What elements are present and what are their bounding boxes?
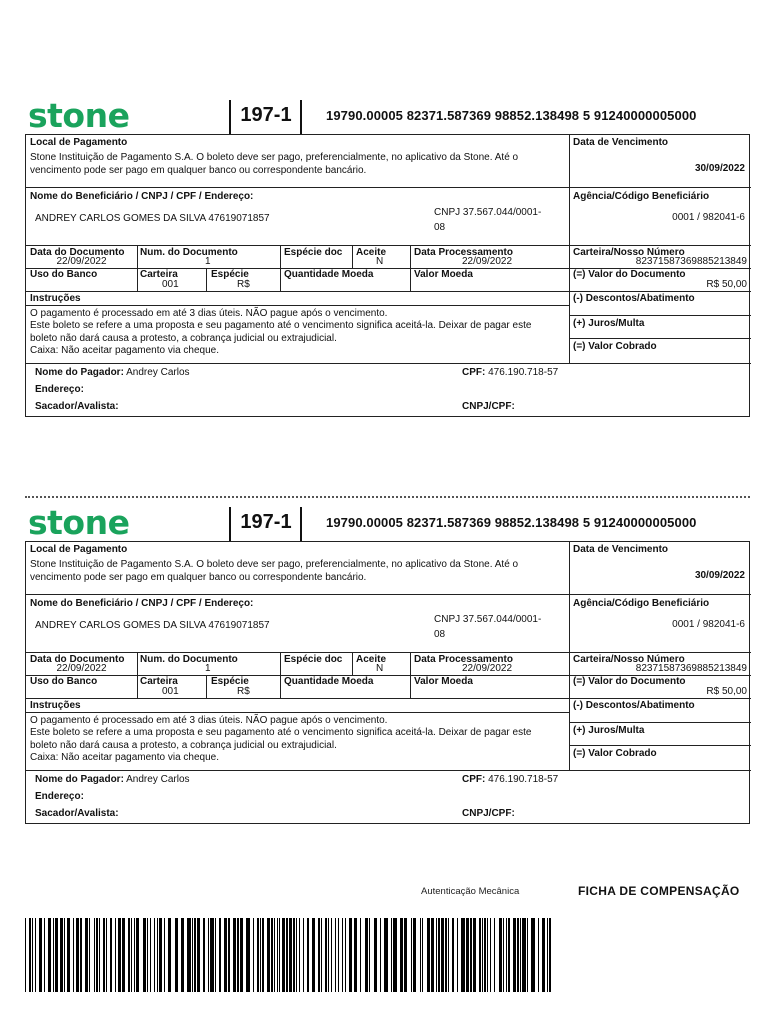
cnpj-line1: CNPJ 37.567.044/0001- bbox=[434, 207, 542, 218]
aceite-label: Aceite bbox=[356, 247, 387, 258]
instrucoes-line3: Caixa: Não aceitar pagamento via cheque. bbox=[30, 345, 220, 356]
cnpj-line2: 08 bbox=[434, 222, 446, 233]
boleto-box bbox=[25, 541, 750, 824]
carteira-label: Carteira bbox=[140, 269, 178, 280]
instrucoes-line1: O pagamento é processado em até 3 dias úteis. NÃO pague após o vencimento. bbox=[30, 715, 388, 726]
instrucoes-label: Instruções bbox=[30, 700, 81, 711]
valor-documento-value: R$ 50,00 bbox=[706, 279, 747, 290]
valor-documento-label: (=) Valor do Documento bbox=[573, 676, 686, 687]
carteira-nosso-value: 82371587369885213849 bbox=[635, 663, 747, 674]
valor-moeda-label: Valor Moeda bbox=[414, 269, 473, 280]
bank-code: 197-1 bbox=[240, 511, 292, 533]
especie-doc-label: Espécie doc bbox=[284, 654, 343, 665]
pagador-value: Andrey Carlos bbox=[126, 774, 190, 785]
endereco-label: Endereço: bbox=[35, 384, 84, 395]
cpf-row bbox=[462, 367, 558, 379]
local-pagamento-label: Local de Pagamento bbox=[30, 544, 128, 555]
cpf-label: CPF: bbox=[462, 367, 486, 378]
header-divider bbox=[300, 507, 302, 541]
vencimento-value: 30/09/2022 bbox=[694, 163, 745, 174]
data-documento-value: 22/09/2022 bbox=[56, 256, 107, 267]
descontos-label: (-) Descontos/Abatimento bbox=[573, 293, 695, 304]
vencimento-value: 30/09/2022 bbox=[694, 570, 745, 581]
digitable-line: 19790.00005 82371.587369 98852.138498 5 91240000005000 bbox=[326, 515, 697, 530]
data-processamento-label: Data Processamento bbox=[414, 247, 513, 258]
agencia-label: Agência/Código Beneficiário bbox=[573, 191, 710, 202]
carteira-nosso-label: Carteira/Nosso Número bbox=[573, 247, 685, 258]
instrucoes-line1: O pagamento é processado em até 3 dias úteis. NÃO pague após o vencimento. bbox=[30, 308, 388, 319]
pagador-label: Nome do Pagador: bbox=[35, 774, 124, 785]
cpf-value: 476.190.718-57 bbox=[488, 367, 559, 378]
juros-label: (+) Juros/Multa bbox=[573, 725, 645, 736]
sacador-label: Sacador/Avalista: bbox=[35, 808, 119, 819]
bank-code: 197-1 bbox=[240, 104, 292, 126]
num-documento-label: Num. do Documento bbox=[140, 654, 238, 665]
carteira-value: 001 bbox=[162, 279, 179, 290]
boleto-box bbox=[25, 134, 750, 417]
carteira-nosso-value: 82371587369885213849 bbox=[635, 256, 747, 267]
cnpj-line1: CNPJ 37.567.044/0001- bbox=[434, 614, 542, 625]
descontos-label: (-) Descontos/Abatimento bbox=[573, 700, 695, 711]
sacador-label: Sacador/Avalista: bbox=[35, 401, 119, 412]
autenticacao-mecanica: Autenticação Mecânica bbox=[421, 886, 520, 897]
cpf-value: 476.190.718-57 bbox=[488, 774, 559, 785]
header-divider bbox=[229, 507, 231, 541]
cnpj-cpf-label: CNPJ/CPF: bbox=[462, 808, 515, 819]
especie-value: R$ bbox=[237, 686, 250, 697]
uso-banco-label: Uso do Banco bbox=[30, 269, 98, 280]
valor-cobrado-label: (=) Valor Cobrado bbox=[573, 341, 657, 352]
instrucoes-label: Instruções bbox=[30, 293, 81, 304]
juros-label: (+) Juros/Multa bbox=[573, 318, 645, 329]
beneficiario-label: Nome do Beneficiário / CNPJ / CPF / Endereço: bbox=[30, 598, 254, 609]
quantidade-label: Quantidade Moeda bbox=[284, 269, 374, 280]
especie-value: R$ bbox=[237, 279, 250, 290]
agencia-value: 0001 / 982041-6 bbox=[672, 619, 745, 630]
cpf-row bbox=[462, 774, 558, 786]
instrucoes-line2: Este boleto se refere a uma proposta e seu pagamento até o vencimento significa aceitá-la. Deixar de pagar este boleto não dará causa a protesto, a cobrança judicial ou extrajudicial. bbox=[30, 320, 532, 344]
stone-logo: stone bbox=[28, 96, 130, 135]
cnpj-cpf-label: CNPJ/CPF: bbox=[462, 401, 515, 412]
data-processamento-label: Data Processamento bbox=[414, 654, 513, 665]
slip-header bbox=[0, 505, 768, 541]
num-documento-label: Num. do Documento bbox=[140, 247, 238, 258]
column-divider bbox=[569, 542, 570, 770]
barcode bbox=[25, 918, 560, 992]
pagador-row bbox=[35, 367, 190, 379]
stone-logo: stone bbox=[28, 503, 130, 542]
valor-documento-label: (=) Valor do Documento bbox=[573, 269, 686, 280]
pagador-value: Andrey Carlos bbox=[126, 367, 190, 378]
agencia-label: Agência/Código Beneficiário bbox=[573, 598, 710, 609]
quantidade-label: Quantidade Moeda bbox=[284, 676, 374, 687]
data-processamento-value: 22/09/2022 bbox=[462, 256, 513, 267]
agencia-value: 0001 / 982041-6 bbox=[672, 212, 745, 223]
aceite-value: N bbox=[376, 663, 384, 674]
endereco-label: Endereço: bbox=[35, 791, 84, 802]
local-pagamento-text: Stone Instituição de Pagamento S.A. O boleto deve ser pago, preferencialmente, no aplicativo da Stone. Até o vencimento pode ser pago em qualquer banco ou correspondente bancário. bbox=[30, 152, 519, 176]
beneficiario-value: ANDREY CARLOS GOMES DA SILVA 47619071857 bbox=[35, 213, 270, 224]
pagador-row bbox=[35, 774, 190, 786]
cnpj-line2: 08 bbox=[434, 629, 446, 640]
cpf-label: CPF: bbox=[462, 774, 486, 785]
header-divider bbox=[229, 100, 231, 134]
pagador-label: Nome do Pagador: bbox=[35, 367, 124, 378]
digitable-line: 19790.00005 82371.587369 98852.138498 5 91240000005000 bbox=[326, 108, 697, 123]
especie-label: Espécie bbox=[211, 676, 249, 687]
carteira-nosso-label: Carteira/Nosso Número bbox=[573, 654, 685, 665]
num-documento-value: 1 bbox=[205, 256, 211, 267]
data-documento-value: 22/09/2022 bbox=[56, 663, 107, 674]
cut-line bbox=[25, 496, 750, 498]
aceite-label: Aceite bbox=[356, 654, 387, 665]
especie-label: Espécie bbox=[211, 269, 249, 280]
beneficiario-value: ANDREY CARLOS GOMES DA SILVA 47619071857 bbox=[35, 620, 270, 631]
beneficiario-label: Nome do Beneficiário / CNPJ / CPF / Endereço: bbox=[30, 191, 254, 202]
num-documento-value: 1 bbox=[205, 663, 211, 674]
ficha-compensacao: FICHA DE COMPENSAÇÃO bbox=[578, 884, 740, 898]
local-pagamento-label: Local de Pagamento bbox=[30, 137, 128, 148]
slip-header bbox=[0, 98, 768, 134]
instrucoes-line3: Caixa: Não aceitar pagamento via cheque. bbox=[30, 752, 220, 763]
vencimento-label: Data de Vencimento bbox=[573, 544, 669, 555]
valor-moeda-label: Valor Moeda bbox=[414, 676, 473, 687]
valor-cobrado-label: (=) Valor Cobrado bbox=[573, 748, 657, 759]
data-processamento-value: 22/09/2022 bbox=[462, 663, 513, 674]
valor-documento-value: R$ 50,00 bbox=[706, 686, 747, 697]
instrucoes-line2: Este boleto se refere a uma proposta e seu pagamento até o vencimento significa aceitá-la. Deixar de pagar este boleto não dará causa a protesto, a cobrança judicial ou extrajudicial. bbox=[30, 727, 532, 751]
carteira-value: 001 bbox=[162, 686, 179, 697]
data-documento-label: Data do Documento bbox=[30, 654, 125, 665]
header-divider bbox=[300, 100, 302, 134]
aceite-value: N bbox=[376, 256, 384, 267]
especie-doc-label: Espécie doc bbox=[284, 247, 343, 258]
data-documento-label: Data do Documento bbox=[30, 247, 125, 258]
vencimento-label: Data de Vencimento bbox=[573, 137, 669, 148]
carteira-label: Carteira bbox=[140, 676, 178, 687]
column-divider bbox=[569, 135, 570, 363]
local-pagamento-text: Stone Instituição de Pagamento S.A. O boleto deve ser pago, preferencialmente, no aplicativo da Stone. Até o vencimento pode ser pago em qualquer banco ou correspondente bancário. bbox=[30, 559, 519, 583]
barcode-bar bbox=[551, 918, 554, 992]
uso-banco-label: Uso do Banco bbox=[30, 676, 98, 687]
